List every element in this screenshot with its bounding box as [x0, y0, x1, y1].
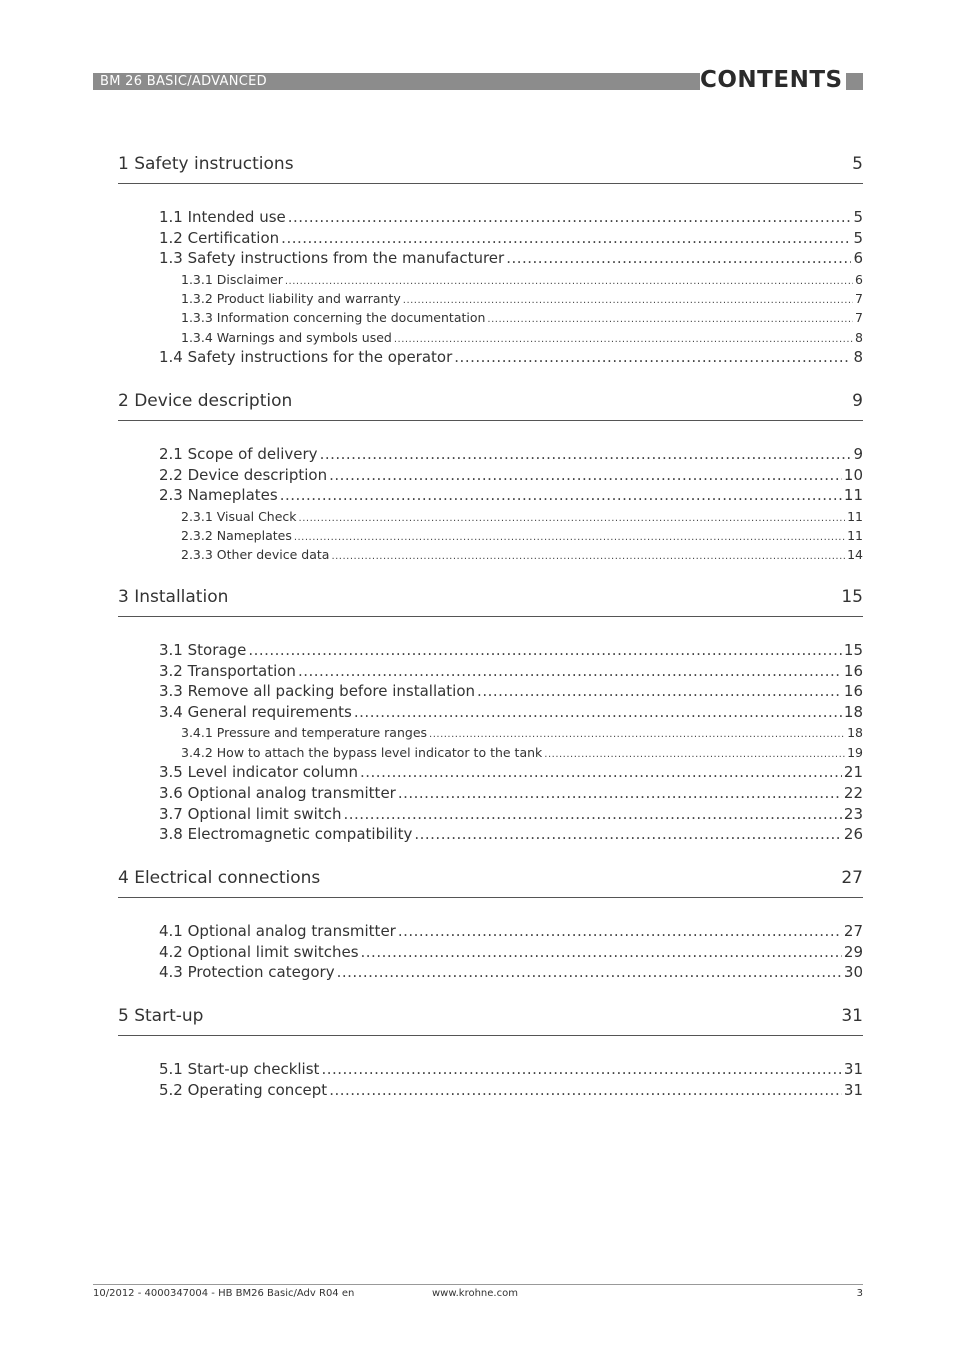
toc-dot-leader	[248, 640, 842, 660]
toc-subsection-entry[interactable]	[181, 271, 863, 291]
toc-entry-label: 1.3.1 Disclaimer	[181, 271, 283, 287]
chapter-heading[interactable]	[118, 587, 863, 607]
toc-section-entry[interactable]	[159, 702, 863, 722]
toc-section-entry[interactable]	[159, 942, 863, 962]
toc-entry-page-number: 21	[843, 763, 863, 782]
toc-entry-page-number: 8	[855, 329, 863, 345]
toc-entry-page-number: 18	[847, 725, 863, 741]
toc-entry-page-number: 6	[855, 271, 863, 287]
header-product-bar	[93, 73, 700, 90]
toc-section-entry[interactable]	[159, 804, 863, 824]
toc-dot-leader	[354, 702, 842, 722]
toc-section-entry[interactable]	[159, 444, 863, 464]
toc-subsection-entry[interactable]	[181, 508, 863, 528]
toc-entry-label: 1.1 Intended use	[159, 208, 286, 226]
toc-entry-label: 1.3 Safety instructions from the manufacturer	[159, 249, 505, 268]
chapter-heading[interactable]	[118, 868, 863, 888]
toc-dot-leader	[343, 804, 841, 824]
toc-dot-leader	[403, 290, 853, 310]
toc-subsection-entry[interactable]	[181, 290, 863, 310]
toc-entry-label: 1.4 Safety instructions for the operator	[159, 348, 453, 367]
toc-entry-label: 3.4 General requirements	[159, 703, 352, 722]
toc-entry-page-number: 10	[843, 465, 863, 484]
toc-entry-label: 1.3.3 Information concerning the documentation	[181, 310, 486, 326]
toc-entry-page-number: 26	[843, 825, 863, 844]
toc-section-entry[interactable]	[159, 207, 863, 227]
toc-dot-leader	[285, 271, 853, 291]
toc-entry-label: 1.2 Certification	[159, 228, 280, 247]
toc-entry-label: 4.2 Optional limit switches	[159, 942, 359, 961]
toc-entry-page-number: 31	[843, 1060, 863, 1078]
toc-dot-leader	[487, 309, 853, 329]
toc-section-entry[interactable]	[159, 640, 863, 660]
toc-entry-page-number: 8	[853, 348, 863, 367]
toc-entry-page-number: 30	[843, 963, 863, 982]
chapter-divider	[118, 420, 863, 421]
toc-dot-leader	[454, 347, 851, 367]
toc-section-entry[interactable]	[159, 465, 863, 485]
toc-entry-label: 3.7 Optional limit switch	[159, 804, 342, 823]
toc-entry-page-number: 11	[843, 486, 863, 505]
toc-dot-leader	[320, 444, 852, 464]
toc-dot-leader	[429, 724, 845, 744]
toc-entry-page-number: 9	[853, 445, 863, 463]
chapter-page-number: 27	[841, 868, 863, 888]
footer-divider	[93, 1284, 863, 1285]
toc-entry-label: 2.1 Scope of delivery	[159, 445, 318, 463]
toc-entry-label: 3.4.2 How to attach the bypass level indicator to the tank	[181, 744, 543, 760]
toc-entry-label: 3.3 Remove all packing before installation	[159, 682, 476, 701]
toc-entry-page-number: 29	[843, 942, 863, 961]
toc-dot-leader	[299, 508, 846, 528]
page-title: CONTENTS	[700, 67, 843, 93]
toc-dot-leader	[280, 485, 842, 505]
toc-dot-leader	[394, 329, 853, 349]
toc-entry-label: 1.3.4 Warnings and symbols used	[181, 329, 392, 345]
chapter-title: 4 Electrical connections	[118, 868, 321, 888]
toc-entry-page-number: 22	[843, 783, 863, 802]
toc-dot-leader	[298, 661, 842, 681]
toc-section-entry[interactable]	[159, 762, 863, 782]
toc-dot-leader	[294, 527, 845, 547]
toc-section-entry[interactable]	[159, 921, 863, 941]
toc-entry-page-number: 6	[853, 249, 863, 268]
chapter-page-number: 5	[852, 154, 863, 174]
toc-section-entry[interactable]	[159, 347, 863, 367]
toc-dot-leader	[414, 824, 842, 844]
footer-website: www.krohne.com	[432, 1288, 518, 1299]
chapter-page-number: 31	[841, 1006, 863, 1026]
toc-entry-page-number: 7	[855, 310, 863, 326]
toc-entry-label: 2.3 Nameplates	[159, 486, 278, 505]
toc-entry-page-number: 16	[843, 682, 863, 701]
chapter-divider	[118, 616, 863, 617]
chapter-divider	[118, 183, 863, 184]
toc-dot-leader	[477, 681, 842, 701]
footer-page-number: 3	[856, 1288, 863, 1299]
toc-dot-leader	[331, 546, 845, 566]
toc-entry-page-number: 5	[853, 228, 863, 247]
toc-entry-label: 3.4.1 Pressure and temperature ranges	[181, 725, 428, 741]
toc-entry-label: 2.3.1 Visual Check	[181, 508, 297, 524]
toc-dot-leader	[329, 465, 842, 485]
toc-dot-leader	[360, 762, 842, 782]
footer-document-id: 10/2012 - 4000347004 - HB BM26 Basic/Adv R04 en	[93, 1288, 355, 1299]
header-square-decoration	[846, 73, 863, 90]
toc-dot-leader	[281, 228, 851, 248]
toc-entry-label: 2.2 Device description	[159, 465, 328, 484]
toc-dot-leader	[288, 207, 852, 227]
toc-section-entry[interactable]	[159, 1059, 863, 1079]
toc-section-entry[interactable]	[159, 1080, 863, 1100]
toc-entry-label: 3.2 Transportation	[159, 661, 296, 680]
toc-section-entry[interactable]	[159, 783, 863, 803]
toc-entry-label: 5.2 Operating concept	[159, 1080, 328, 1099]
toc-entry-label: 2.3.2 Nameplates	[181, 528, 292, 543]
toc-subsection-entry[interactable]	[181, 546, 863, 566]
toc-entry-page-number: 23	[843, 804, 863, 823]
toc-entry-label: 3.6 Optional analog transmitter	[159, 783, 396, 802]
chapter-divider	[118, 1035, 863, 1036]
toc-dot-leader	[398, 921, 842, 941]
toc-entry-label: 2.3.3 Other device data	[181, 547, 330, 563]
toc-section-entry[interactable]	[159, 824, 863, 844]
toc-entry-label: 1.3.2 Product liability and warranty	[181, 291, 401, 306]
toc-entry-page-number: 31	[843, 1080, 863, 1099]
chapter-page-number: 15	[841, 587, 863, 607]
toc-section-entry[interactable]	[159, 485, 863, 505]
toc-entry-label: 4.1 Optional analog transmitter	[159, 922, 396, 940]
chapter-heading[interactable]	[118, 154, 863, 174]
chapter-heading[interactable]	[118, 391, 863, 411]
chapter-title: 5 Start-up	[118, 1006, 204, 1026]
toc-section-entry[interactable]	[159, 962, 863, 982]
toc-section-entry[interactable]	[159, 248, 863, 268]
toc-entry-page-number: 7	[855, 291, 863, 306]
toc-entry-page-number: 27	[843, 922, 863, 940]
toc-entry-page-number: 16	[843, 661, 863, 680]
chapter-title: 2 Device description	[118, 391, 293, 411]
toc-entry-page-number: 11	[847, 528, 863, 543]
toc-entry-label: 5.1 Start-up checklist	[159, 1060, 320, 1078]
toc-entry-page-number: 18	[843, 703, 863, 722]
toc-dot-leader	[321, 1059, 841, 1079]
toc-subsection-entry[interactable]	[181, 309, 863, 329]
toc-dot-leader	[361, 942, 842, 962]
chapter-title: 1 Safety instructions	[118, 154, 294, 174]
chapter-heading[interactable]	[118, 1006, 863, 1026]
toc-section-entry[interactable]	[159, 228, 863, 248]
toc-entry-page-number: 5	[853, 208, 863, 226]
toc-dot-leader	[329, 1080, 842, 1100]
toc-subsection-entry[interactable]	[181, 744, 863, 764]
chapter-title: 3 Installation	[118, 587, 229, 607]
toc-entry-page-number: 14	[847, 547, 863, 563]
toc-dot-leader	[398, 783, 842, 803]
toc-dot-leader	[544, 744, 845, 764]
chapter-page-number: 9	[852, 391, 863, 411]
toc-section-entry[interactable]	[159, 681, 863, 701]
header-product-label: BM 26 BASIC/ADVANCED	[100, 74, 267, 89]
chapter-divider	[118, 897, 863, 898]
toc-section-entry[interactable]	[159, 661, 863, 681]
toc-entry-page-number: 15	[843, 641, 863, 659]
toc-subsection-entry[interactable]	[181, 527, 863, 547]
toc-entry-label: 3.8 Electromagnetic compatibility	[159, 825, 413, 844]
toc-entry-label: 3.1 Storage	[159, 641, 247, 659]
toc-entry-page-number: 19	[847, 744, 863, 760]
toc-dot-leader	[337, 962, 842, 982]
toc-entry-page-number: 11	[847, 508, 863, 524]
toc-subsection-entry[interactable]	[181, 724, 863, 744]
toc-subsection-entry[interactable]	[181, 329, 863, 349]
toc-entry-label: 3.5 Level indicator column	[159, 763, 358, 782]
toc-entry-label: 4.3 Protection category	[159, 963, 335, 982]
toc-dot-leader	[506, 248, 851, 268]
